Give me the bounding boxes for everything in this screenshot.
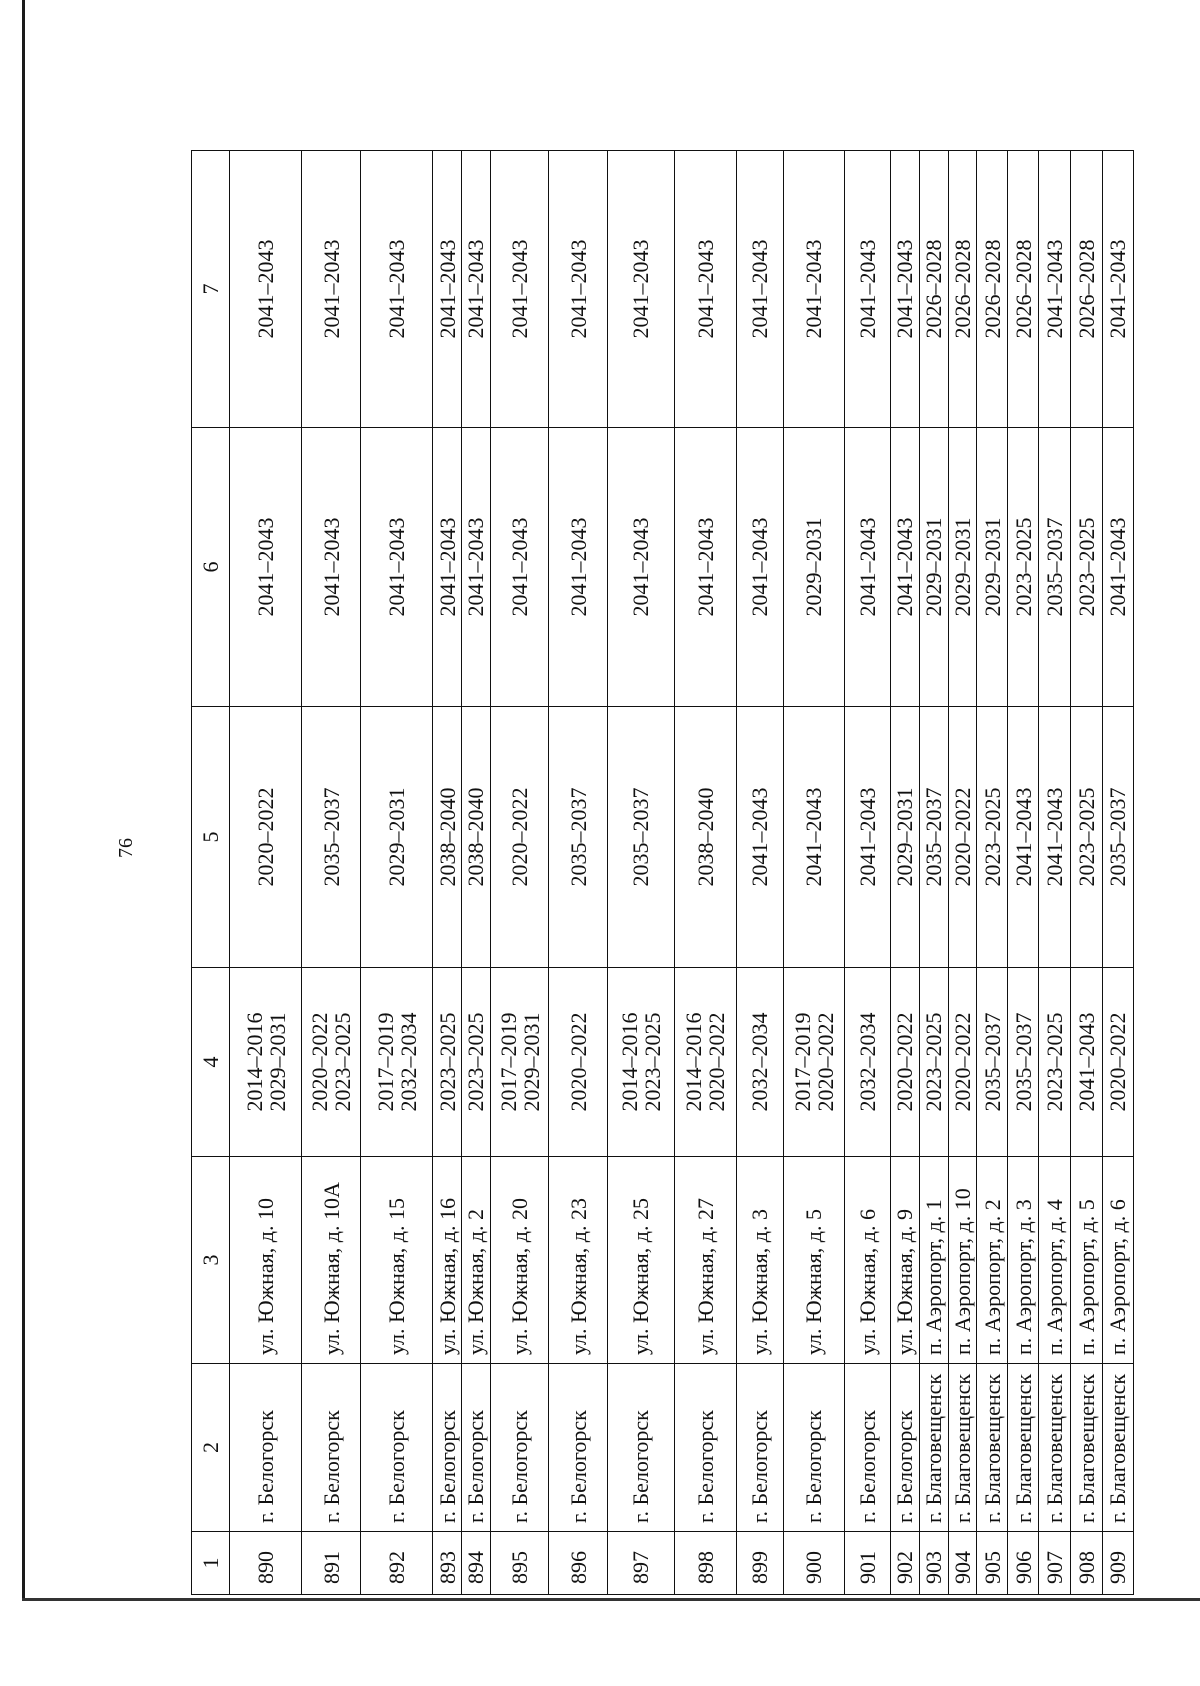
period-4-line: 2029–2031 bbox=[264, 1012, 290, 1112]
period-4-line: 2014–2016 bbox=[616, 1012, 642, 1112]
period-4-line: 2032–2034 bbox=[855, 1012, 881, 1112]
period-7-cell: 2041–2043 bbox=[490, 151, 549, 428]
address-cell: ул. Южная, д. 23 bbox=[549, 1157, 608, 1364]
period-7-cell: 2041–2043 bbox=[433, 151, 462, 428]
city-cell: г. Благовещенск bbox=[977, 1364, 1008, 1532]
row-number-cell: 902 bbox=[891, 1532, 920, 1595]
period-6-cell: 2041–2043 bbox=[1102, 428, 1133, 707]
period-6-cell: 2041–2043 bbox=[607, 428, 674, 707]
period-6-cell: 2041–2043 bbox=[230, 428, 302, 707]
period-7-cell: 2041–2043 bbox=[675, 151, 737, 428]
row-number-cell: 903 bbox=[919, 1532, 948, 1595]
registry-table bbox=[191, 150, 1134, 1595]
header-cell: 2 bbox=[192, 1364, 230, 1532]
period-7-cell: 2041–2043 bbox=[302, 151, 361, 428]
period-4-line: 2017–2019 bbox=[789, 1012, 815, 1112]
city-cell: г. Белогорск bbox=[607, 1364, 674, 1532]
city-cell: г. Благовещенск bbox=[1071, 1364, 1103, 1532]
period-7-cell: 2041–2043 bbox=[360, 151, 432, 428]
city-cell: г. Благовещенск bbox=[1102, 1364, 1133, 1532]
table-row bbox=[490, 151, 549, 1595]
period-5-cell: 2035–2037 bbox=[607, 707, 674, 968]
table-row bbox=[302, 151, 361, 1595]
row-number-cell: 892 bbox=[360, 1532, 432, 1595]
period-4-line: 2020–2022 bbox=[704, 1012, 730, 1112]
row-number-cell: 891 bbox=[302, 1532, 361, 1595]
row-number-cell: 909 bbox=[1102, 1532, 1133, 1595]
period-6-cell: 2041–2043 bbox=[736, 428, 783, 707]
period-5-cell: 2023–2025 bbox=[977, 707, 1008, 968]
period-4-line: 2017–2019 bbox=[495, 1012, 521, 1112]
address-cell: ул. Южная, д. 5 bbox=[783, 1157, 845, 1364]
city-cell: г. Белогорск bbox=[360, 1364, 432, 1532]
period-6-cell: 2041–2043 bbox=[302, 428, 361, 707]
scan-edge-bottom bbox=[22, 1598, 1200, 1601]
period-5-cell: 2041–2043 bbox=[783, 707, 845, 968]
period-4-line: 2014–2016 bbox=[681, 1012, 707, 1112]
period-4-cell bbox=[845, 968, 891, 1157]
header-cell: 7 bbox=[192, 151, 230, 428]
scan-edge-left bbox=[22, 0, 25, 1600]
period-5-cell: 2038–2040 bbox=[433, 707, 462, 968]
period-7-cell: 2041–2043 bbox=[230, 151, 302, 428]
address-cell: п. Аэропорт, д. 3 bbox=[1008, 1157, 1039, 1364]
row-number-cell: 896 bbox=[549, 1532, 608, 1595]
period-4-line: 2023–2025 bbox=[463, 1012, 489, 1112]
period-7-cell: 2041–2043 bbox=[1039, 151, 1071, 428]
address-cell: ул. Южная, д. 15 bbox=[360, 1157, 432, 1364]
address-cell: п. Аэропорт, д. 1 bbox=[919, 1157, 948, 1364]
period-7-cell: 2026–2028 bbox=[919, 151, 948, 428]
table-row bbox=[360, 151, 432, 1595]
period-4-cell bbox=[433, 968, 462, 1157]
period-4-line: 2029–2031 bbox=[518, 1012, 544, 1112]
period-4-cell bbox=[1039, 968, 1071, 1157]
address-cell: ул. Южная, д. 10 bbox=[230, 1157, 302, 1364]
row-number-cell: 897 bbox=[607, 1532, 674, 1595]
address-cell: п. Аэропорт, д. 4 bbox=[1039, 1157, 1071, 1364]
period-7-cell: 2041–2043 bbox=[462, 151, 491, 428]
period-6-cell: 2029–2031 bbox=[948, 428, 977, 707]
address-cell: ул. Южная, д. 27 bbox=[675, 1157, 737, 1364]
period-4-cell bbox=[1102, 968, 1133, 1157]
period-5-cell: 2035–2037 bbox=[549, 707, 608, 968]
period-4-cell bbox=[462, 968, 491, 1157]
row-number-cell: 890 bbox=[230, 1532, 302, 1595]
period-4-line: 2014–2016 bbox=[241, 1012, 267, 1112]
period-4-cell bbox=[490, 968, 549, 1157]
city-cell: г. Белогорск bbox=[433, 1364, 462, 1532]
table-row bbox=[549, 151, 608, 1595]
header-cell: 5 bbox=[192, 707, 230, 968]
period-4-line: 2023–2025 bbox=[921, 1012, 947, 1112]
period-6-cell: 2041–2043 bbox=[549, 428, 608, 707]
table-row bbox=[736, 151, 783, 1595]
period-4-cell bbox=[549, 968, 608, 1157]
period-4-line: 2035–2037 bbox=[1010, 1012, 1036, 1112]
city-cell: г. Белогорск bbox=[302, 1364, 361, 1532]
period-4-cell bbox=[230, 968, 302, 1157]
period-4-line: 2032–2034 bbox=[395, 1012, 421, 1112]
city-cell: г. Благовещенск bbox=[948, 1364, 977, 1532]
address-cell: ул. Южная, д. 10А bbox=[302, 1157, 361, 1364]
period-5-cell: 2035–2037 bbox=[1102, 707, 1133, 968]
address-cell: п. Аэропорт, д. 5 bbox=[1071, 1157, 1103, 1364]
period-6-cell: 2029–2031 bbox=[977, 428, 1008, 707]
row-number-cell: 893 bbox=[433, 1532, 462, 1595]
period-5-cell: 2020–2022 bbox=[948, 707, 977, 968]
period-4-line: 2032–2034 bbox=[747, 1012, 773, 1112]
period-6-cell: 2023–2025 bbox=[1071, 428, 1103, 707]
period-5-cell: 2035–2037 bbox=[302, 707, 361, 968]
period-6-cell: 2041–2043 bbox=[490, 428, 549, 707]
table-body bbox=[230, 151, 1134, 1595]
address-cell: п. Аэропорт, д. 2 bbox=[977, 1157, 1008, 1364]
period-6-cell: 2041–2043 bbox=[462, 428, 491, 707]
period-4-line: 2035–2037 bbox=[979, 1012, 1005, 1112]
period-6-cell: 2041–2043 bbox=[891, 428, 920, 707]
period-5-cell: 2029–2031 bbox=[891, 707, 920, 968]
address-cell: ул. Южная, д. 3 bbox=[736, 1157, 783, 1364]
table-row bbox=[433, 151, 462, 1595]
period-7-cell: 2041–2043 bbox=[607, 151, 674, 428]
period-5-cell: 2035–2037 bbox=[919, 707, 948, 968]
address-cell: ул. Южная, д. 9 bbox=[891, 1157, 920, 1364]
city-cell: г. Белогорск bbox=[230, 1364, 302, 1532]
period-4-line: 2020–2022 bbox=[892, 1012, 918, 1112]
period-6-cell: 2041–2043 bbox=[675, 428, 737, 707]
header-cell: 1 bbox=[192, 1532, 230, 1595]
city-cell: г. Белогорск bbox=[736, 1364, 783, 1532]
period-4-cell bbox=[919, 968, 948, 1157]
period-5-cell: 2023–2025 bbox=[1071, 707, 1103, 968]
row-number-cell: 899 bbox=[736, 1532, 783, 1595]
table-row bbox=[977, 151, 1008, 1595]
header-cell: 3 bbox=[192, 1157, 230, 1364]
city-cell: г. Белогорск bbox=[845, 1364, 891, 1532]
address-cell: ул. Южная, д. 2 bbox=[462, 1157, 491, 1364]
period-6-cell: 2041–2043 bbox=[360, 428, 432, 707]
period-4-cell bbox=[360, 968, 432, 1157]
row-number-cell: 908 bbox=[1071, 1532, 1103, 1595]
period-7-cell: 2026–2028 bbox=[1071, 151, 1103, 428]
period-4-line: 2020–2022 bbox=[307, 1012, 333, 1112]
period-7-cell: 2041–2043 bbox=[891, 151, 920, 428]
period-4-cell bbox=[607, 968, 674, 1157]
period-4-cell bbox=[783, 968, 845, 1157]
address-cell: ул. Южная, д. 16 bbox=[433, 1157, 462, 1364]
table-row bbox=[607, 151, 674, 1595]
address-cell: ул. Южная, д. 25 bbox=[607, 1157, 674, 1364]
period-7-cell: 2041–2043 bbox=[549, 151, 608, 428]
city-cell: г. Благовещенск bbox=[919, 1364, 948, 1532]
city-cell: г. Белогорск bbox=[490, 1364, 549, 1532]
city-cell: г. Благовещенск bbox=[1039, 1364, 1071, 1532]
row-number-cell: 906 bbox=[1008, 1532, 1039, 1595]
period-4-line: 2023–2025 bbox=[1042, 1012, 1068, 1112]
table-row bbox=[891, 151, 920, 1595]
period-4-cell bbox=[736, 968, 783, 1157]
table-row bbox=[783, 151, 845, 1595]
period-6-cell: 2041–2043 bbox=[845, 428, 891, 707]
header-row bbox=[192, 151, 230, 1595]
address-cell: п. Аэропорт, д. 10 bbox=[948, 1157, 977, 1364]
period-6-cell: 2041–2043 bbox=[433, 428, 462, 707]
period-4-cell bbox=[977, 968, 1008, 1157]
period-7-cell: 2026–2028 bbox=[1008, 151, 1039, 428]
period-4-cell bbox=[891, 968, 920, 1157]
table-row bbox=[230, 151, 302, 1595]
table-row bbox=[1008, 151, 1039, 1595]
period-4-line: 2020–2022 bbox=[565, 1012, 591, 1112]
period-4-cell bbox=[1071, 968, 1103, 1157]
period-4-line: 2020–2022 bbox=[949, 1012, 975, 1112]
period-5-cell: 2020–2022 bbox=[230, 707, 302, 968]
row-number-cell: 905 bbox=[977, 1532, 1008, 1595]
rotated-table-wrapper bbox=[191, 151, 1134, 1595]
row-number-cell: 898 bbox=[675, 1532, 737, 1595]
period-5-cell: 2038–2040 bbox=[462, 707, 491, 968]
table-row bbox=[919, 151, 948, 1595]
city-cell: г. Благовещенск bbox=[1008, 1364, 1039, 1532]
row-number-cell: 907 bbox=[1039, 1532, 1071, 1595]
period-6-cell: 2023–2025 bbox=[1008, 428, 1039, 707]
period-6-cell: 2029–2031 bbox=[919, 428, 948, 707]
period-5-cell: 2038–2040 bbox=[675, 707, 737, 968]
row-number-cell: 901 bbox=[845, 1532, 891, 1595]
period-4-line: 2017–2019 bbox=[372, 1012, 398, 1112]
row-number-cell: 900 bbox=[783, 1532, 845, 1595]
city-cell: г. Белогорск bbox=[783, 1364, 845, 1532]
period-4-line: 2020–2022 bbox=[812, 1012, 838, 1112]
page-number: 76 bbox=[115, 838, 137, 858]
period-4-cell bbox=[675, 968, 737, 1157]
period-7-cell: 2041–2043 bbox=[736, 151, 783, 428]
period-5-cell: 2041–2043 bbox=[1008, 707, 1039, 968]
city-cell: г. Белогорск bbox=[891, 1364, 920, 1532]
period-7-cell: 2026–2028 bbox=[948, 151, 977, 428]
address-cell: п. Аэропорт, д. 6 bbox=[1102, 1157, 1133, 1364]
table-row bbox=[845, 151, 891, 1595]
period-7-cell: 2041–2043 bbox=[845, 151, 891, 428]
header-cell: 4 bbox=[192, 968, 230, 1157]
period-4-line: 2023–2025 bbox=[434, 1012, 460, 1112]
period-7-cell: 2041–2043 bbox=[1102, 151, 1133, 428]
period-5-cell: 2041–2043 bbox=[845, 707, 891, 968]
period-5-cell: 2041–2043 bbox=[736, 707, 783, 968]
period-4-cell bbox=[948, 968, 977, 1157]
period-4-line: 2020–2022 bbox=[1105, 1012, 1131, 1112]
row-number-cell: 895 bbox=[490, 1532, 549, 1595]
period-6-cell: 2029–2031 bbox=[783, 428, 845, 707]
table-row bbox=[675, 151, 737, 1595]
period-7-cell: 2041–2043 bbox=[783, 151, 845, 428]
address-cell: ул. Южная, д. 20 bbox=[490, 1157, 549, 1364]
row-number-cell: 894 bbox=[462, 1532, 491, 1595]
table-row bbox=[1039, 151, 1071, 1595]
period-4-cell bbox=[1008, 968, 1039, 1157]
table-row bbox=[462, 151, 491, 1595]
city-cell: г. Белогорск bbox=[549, 1364, 608, 1532]
period-4-line: 2023–2025 bbox=[330, 1012, 356, 1112]
table-row bbox=[1102, 151, 1133, 1595]
period-6-cell: 2035–2037 bbox=[1039, 428, 1071, 707]
period-4-line: 2023–2025 bbox=[639, 1012, 665, 1112]
table-row bbox=[1071, 151, 1103, 1595]
period-5-cell: 2041–2043 bbox=[1039, 707, 1071, 968]
period-7-cell: 2026–2028 bbox=[977, 151, 1008, 428]
header-cell: 6 bbox=[192, 428, 230, 707]
period-4-cell bbox=[302, 968, 361, 1157]
period-5-cell: 2029–2031 bbox=[360, 707, 432, 968]
period-5-cell: 2020–2022 bbox=[490, 707, 549, 968]
address-cell: ул. Южная, д. 6 bbox=[845, 1157, 891, 1364]
period-4-line: 2041–2043 bbox=[1073, 1012, 1099, 1112]
city-cell: г. Белогорск bbox=[462, 1364, 491, 1532]
city-cell: г. Белогорск bbox=[675, 1364, 737, 1532]
row-number-cell: 904 bbox=[948, 1532, 977, 1595]
table-row bbox=[948, 151, 977, 1595]
